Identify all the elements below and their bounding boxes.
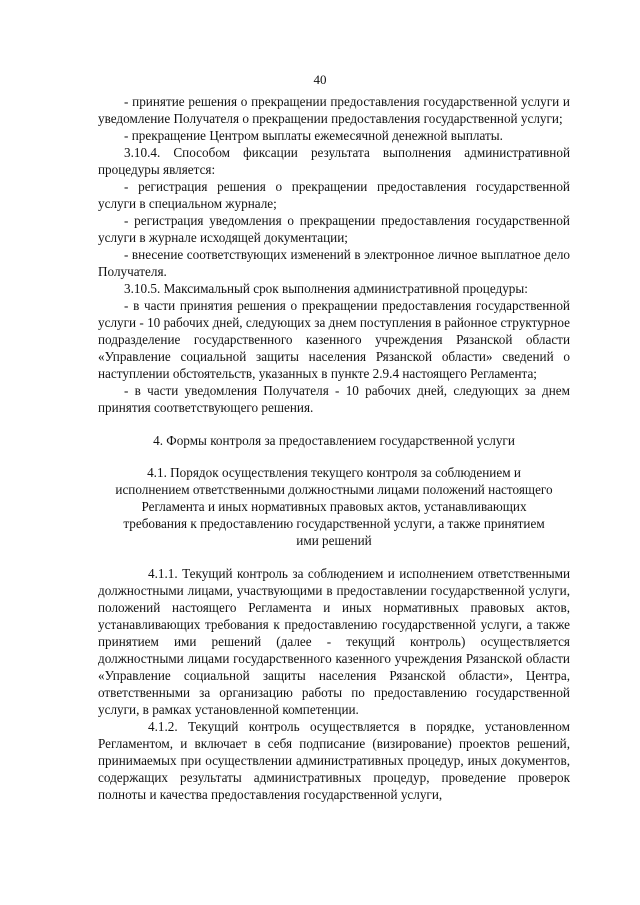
document-body [98, 93, 570, 803]
paragraph: 3.10.4. Способом фиксации результата выполнения административной процедуры является: [98, 145, 570, 177]
page-number: 40 [313, 72, 327, 87]
paragraph: 4.1.1. Текущий контроль за соблюдением и исполнением ответственными должностными лицами, участвующими в предоставлении государственной услуги, положений настоящего Регламента и иных нормативных правовых актов, устанавливающих требования к предоставлению государственной услуги, а также принятием ими решений (далее - текущий контроль) осуществляется должностными лицами государственного казенного учреждения Рязанской области «Управление социальной защиты населения Рязанской области», Центра, ответственными за организацию работы по предоставлению государственной услуги, в рамках установленной компетенции. [98, 566, 570, 717]
paragraph: - регистрация решения о прекращении предоставления государственной услуги в специальном журнале; [98, 179, 570, 211]
paragraph: 3.10.5. Максимальный срок выполнения административной процедуры: [124, 281, 528, 296]
paragraph: - в части уведомления Получателя - 10 рабочих дней, следующих за днем принятия соответствующего решения. [98, 383, 570, 415]
paragraph: 4.1.2. Текущий контроль осуществляется в порядке, установленном Регламентом, и включает в себя подписание (визирование) проектов решений, принимаемых при осуществлении административных процедур, иных документов, содержащих результаты административных процедур, проведение проверок полноты и качества предоставления государственной услуги, [98, 719, 570, 802]
paragraph: - в части принятия решения о прекращении предоставления государственной услуги - 10 рабочих дней, следующих за днем поступления в районное структурное подразделение государственного казенного учреждения Рязанской области «Управление социальной защиты населения Рязанской области» сведений о наступлении обстоятельств, указанных в пункте 2.9.4 настоящего Регламента; [98, 298, 570, 381]
paragraph: - регистрация уведомления о прекращении предоставления государственной услуги в журнале исходящей документации; [98, 213, 570, 245]
paragraph: - внесение соответствующих изменений в электронное личное выплатное дело Получателя. [98, 247, 570, 279]
section-heading: 4. Формы контроля за предоставлением государственной услуги [153, 433, 515, 448]
paragraph: - принятие решения о прекращении предоставления государственной услуги и уведомление Получателя о прекращении предоставления государственной услуги; [98, 94, 570, 126]
subsection-heading: 4.1. Порядок осуществления текущего контроля за соблюдением и исполнением ответственными должностными лицами положений настоящего Регламента и иных нормативных правовых актов, устанавливающих требования к предоставлению государственной услуги, а также принятием ими решений [115, 465, 553, 548]
paragraph: - прекращение Центром выплаты ежемесячной денежной выплаты. [124, 128, 503, 143]
